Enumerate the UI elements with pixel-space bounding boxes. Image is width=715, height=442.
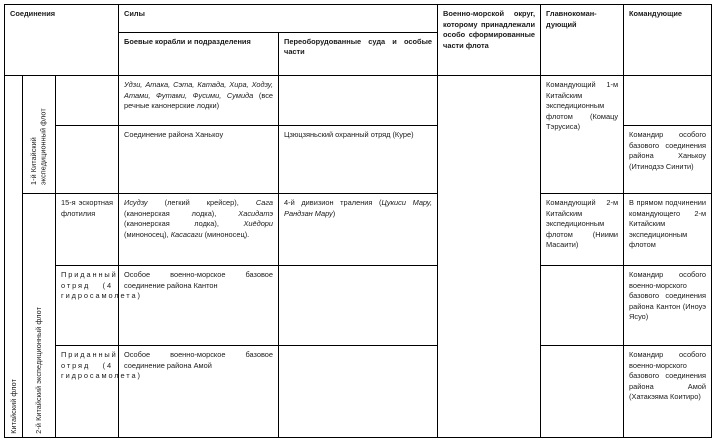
cell-district <box>438 76 541 438</box>
cell-unit-r2 <box>56 126 119 194</box>
cell-converted-r3 <box>279 194 438 266</box>
unit-r4-label: Приданный отряд (4 гидросамолета) <box>61 270 142 301</box>
cell-cinc-r3: Командующий 2-м Китайским экспедиционным флотом (Ниими Масаити) <box>541 194 624 266</box>
group-1-label: 1-й Китайский экспедиционный флот <box>29 108 48 185</box>
cell-warships-r2: Соединение района Ханькоу <box>119 126 279 194</box>
fleet-organization-table <box>4 4 712 438</box>
cell-commanders-r4: Командир особого военно-морского базового соединения района Кантон (Иноуэ Ясуо) <box>624 266 712 346</box>
cell-group-1 <box>23 76 56 194</box>
header-warships: Боевые корабли и подразделения <box>119 32 279 75</box>
header-commander-in-chief: Главнокоман-дующий <box>541 5 624 76</box>
group-1-wrap <box>28 80 50 190</box>
header-commanders: Командующие <box>624 5 712 76</box>
cell-warships-r3 <box>119 194 279 266</box>
group-2-wrap <box>28 198 50 434</box>
header-naval-district <box>438 5 541 76</box>
header-naval-district-text: Военно-морской округ, которому принадлежали особо сформированные части флота <box>443 9 536 50</box>
cell-group-2 <box>23 194 56 438</box>
table-row <box>5 76 712 126</box>
cell-commanders-r2: Командир особого базового соединения района Ханькоу (Итинодзэ Синити) <box>624 126 712 194</box>
group-2-label: 2-й Китайский экспедиционный флот <box>34 307 44 434</box>
cell-unit-r1 <box>56 76 119 126</box>
cell-converted-r1 <box>279 76 438 126</box>
unit-r5-label: Приданный отряд (4 гидросамолета) <box>61 350 142 381</box>
cell-converted-r5 <box>279 346 438 438</box>
converted-r3-rich: 4-й дивизион траления (Цукиси Мару, Рандзан Мару) <box>284 198 433 218</box>
cell-unit-r4 <box>56 266 142 346</box>
cell-unit-r3: 15-я эскортная флотилия <box>56 194 119 266</box>
cell-warships-r4: Особое военно-морское базовое соединение района Кантон <box>119 266 279 346</box>
header-row-top <box>5 5 712 33</box>
cell-converted-r4 <box>279 266 438 346</box>
warships-r3-rich: Исудзу (легкий крейсер), Сага (канонерская лодка), Хасидатэ (канонерская лодка), Хиёдори (миноносец), Касасаги (миноносец). <box>124 198 274 239</box>
header-sily: Силы <box>119 5 438 33</box>
table-row <box>5 194 712 266</box>
cell-cinc-r1: Командующий 1-м Китайским экспедиционным флотом (Комацу Тэрусиса) <box>541 76 624 194</box>
cell-cinc-r4 <box>541 266 624 346</box>
cell-converted-r2: Цзюцзяньский охранный отряд (Куре) <box>279 126 438 194</box>
table-row <box>5 346 712 438</box>
fleet-label-wrap <box>10 80 17 434</box>
warships-r1-italic: Удзи, Атака, Сэта, Катада, Хира, Ходзу, Атами, Футами, Фусими, Сумида <box>124 80 274 100</box>
header-soedineniya: Соединения <box>5 5 119 76</box>
fleet-label-text: Китайский флот <box>8 379 18 434</box>
cell-fleet-label <box>5 76 23 438</box>
cell-warships-r5: Особое военно-морское базовое соединение района Амой <box>119 346 279 438</box>
cell-unit-r5 <box>56 346 142 438</box>
header-converted-ships: Переоборудованные суда и особые части <box>279 32 438 75</box>
cell-warships-r1 <box>119 76 279 126</box>
cell-commanders-r3: В прямом подчинении командующего 2-м Китайским экспедиционным флотом <box>624 194 712 266</box>
cell-commanders-r5: Командир особого военно-морского базового соединения района Амой (Хатакэяма Коитиро) <box>624 346 712 438</box>
cell-commanders-r1 <box>624 76 712 126</box>
cell-cinc-r5 <box>541 346 624 438</box>
table-row <box>5 266 712 346</box>
warships-r1-rest: (все речные канонерские лодки) <box>124 90 274 111</box>
